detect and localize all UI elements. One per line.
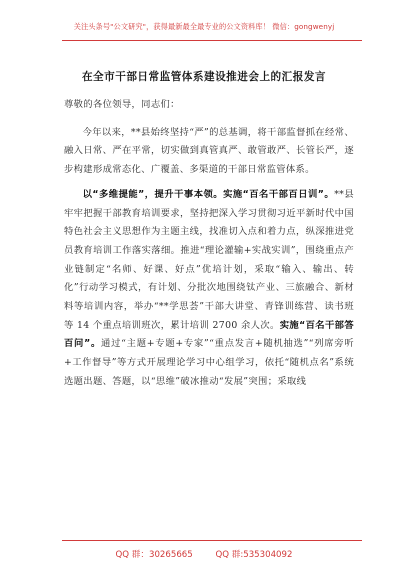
header-divider: [62, 40, 362, 41]
salutation: 尊敬的各位领导，同志们：: [64, 99, 180, 110]
section-1-paragraph: [64, 186, 354, 392]
document-title: 在全市干部日常监管体系建设推进会上的汇报发言: [81, 71, 327, 83]
header-note: 关注头条号"公文研究"，获得最新最全最专业的公文资料库！ 微信：gongwenyj: [73, 22, 335, 31]
document-body: [64, 96, 354, 392]
footer-divider: [62, 540, 362, 541]
footer: [0, 548, 408, 560]
section-1-text: **县牢牢把握干部教育培训要求，坚持把深入学习贯彻习近平新时代中国特色社会主义思想作为主题主线，找准切入点和着力点，纵深推进党员教育培训工作落实落细。推进“理论灌输+实战实训”，围绕重点产业链制定“名师、好课、好点”优培计划，采取“输入、输出、转化”行动学习模式，有计划、分批次地围绕钛产业、三旅融合、新材料等培训内容，举办“**学思荟”干部大讲堂、青锋训练营、读书班等 14 个重点培训班次，累计培训 2700 余人次。: [64, 188, 354, 331]
section-1-heading: 以“多维提能”，提升干事本领。实施“百名干部百日训”。: [82, 188, 335, 200]
footer-qq-group-2: QQ 群:535304092: [215, 550, 293, 560]
section-1-subheading: 实施“百名干部答百问”。: [64, 319, 354, 350]
footer-qq-group-1: QQ 群：30265665: [115, 550, 193, 560]
section-1-text-continued: 通过“主题+专题+专家”“重点发言+随机抽选”“列席旁听+工作督导”等方式开展理论学习中心组学习，依托“随机点名”系统选题出题、答题，以“思维”破冰推动“发展”突围；采取线: [64, 338, 355, 387]
intro-paragraph: 今年以来，**县始终坚持“严”的总基调，将干部监督抓在经常、融入日常、严在平常，切实做到真管真严、敢管敢严、长管长严，逐步构建形成常态化、广覆盖、多渠道的干部日常监管体系。: [64, 126, 354, 176]
